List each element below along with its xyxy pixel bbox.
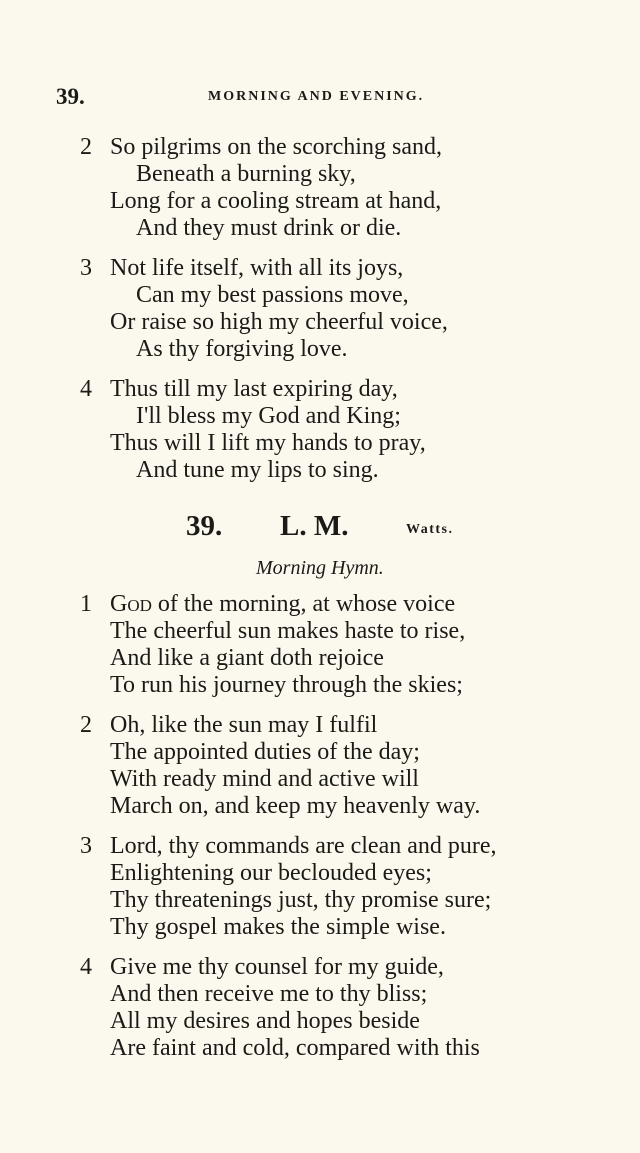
- verse-line: Lord, thy commands are clean and pure,: [110, 833, 497, 859]
- first-word: God: [110, 591, 152, 617]
- verse-line: Or raise so high my cheerful voice,: [110, 309, 448, 335]
- hymn-heading: [186, 510, 506, 544]
- verse-line: Oh, like the sun may I fulfil: [110, 712, 378, 738]
- verse-line: Are faint and cold, compared with this: [110, 1035, 480, 1061]
- verse-line: With ready mind and active will: [110, 766, 419, 792]
- verse-line: March on, and keep my heavenly way.: [110, 793, 481, 819]
- verse-line: Enlightening our beclouded eyes;: [110, 860, 432, 886]
- verse-line: Long for a cooling stream at hand,: [110, 188, 442, 214]
- verse-line: Give me thy counsel for my guide,: [110, 954, 444, 980]
- verse-line: Thy gospel makes the simple wise.: [110, 914, 446, 940]
- hymn-subtitle: Morning Hymn.: [256, 557, 384, 579]
- stanza-number: 1: [80, 591, 92, 617]
- verse-line: Beneath a burning sky,: [136, 161, 356, 187]
- running-head: [56, 84, 536, 110]
- verse-line: And then receive me to thy bliss;: [110, 981, 428, 1007]
- stanza-number: 4: [80, 954, 92, 980]
- stanza-number: 4: [80, 376, 92, 402]
- running-title: MORNING AND EVENING.: [208, 89, 425, 104]
- verse-line: Thy threatenings just, thy promise sure;: [110, 887, 492, 913]
- first-line-rest: of the morning, at whose voice: [151, 591, 456, 617]
- verse-line: Not life itself, with all its joys,: [110, 255, 404, 281]
- verse-line: Thus will I lift my hands to pray,: [110, 430, 426, 456]
- verse-line: To run his journey through the skies;: [110, 672, 463, 698]
- verse-line: So pilgrims on the scorching sand,: [110, 134, 442, 160]
- page-number: 39.: [56, 84, 85, 109]
- hymn-number: 39.: [186, 510, 223, 542]
- verse-line: And like a giant doth rejoice: [110, 645, 384, 671]
- verse-line: And they must drink or die.: [136, 215, 402, 241]
- verse-line: As thy forgiving love.: [136, 336, 348, 362]
- verse-line: And tune my lips to sing.: [136, 457, 379, 483]
- verse-line: The appointed duties of the day;: [110, 739, 420, 765]
- hymn-author: Watts.: [406, 522, 454, 537]
- verse-line: Thus till my last expiring day,: [110, 376, 398, 402]
- verse-line: I'll bless my God and King;: [136, 403, 401, 429]
- stanza-number: 2: [80, 712, 92, 738]
- verse-line: The cheerful sun makes haste to rise,: [110, 618, 466, 644]
- verse-line: All my desires and hopes beside: [110, 1008, 420, 1034]
- hymn-meter: L. M.: [280, 510, 349, 542]
- verse-line: Can my best passions move,: [136, 282, 409, 308]
- verse-line-first: [110, 591, 455, 618]
- stanza-number: 3: [80, 255, 92, 281]
- stanza-number: 3: [80, 833, 92, 859]
- stanza-number: 2: [80, 134, 92, 160]
